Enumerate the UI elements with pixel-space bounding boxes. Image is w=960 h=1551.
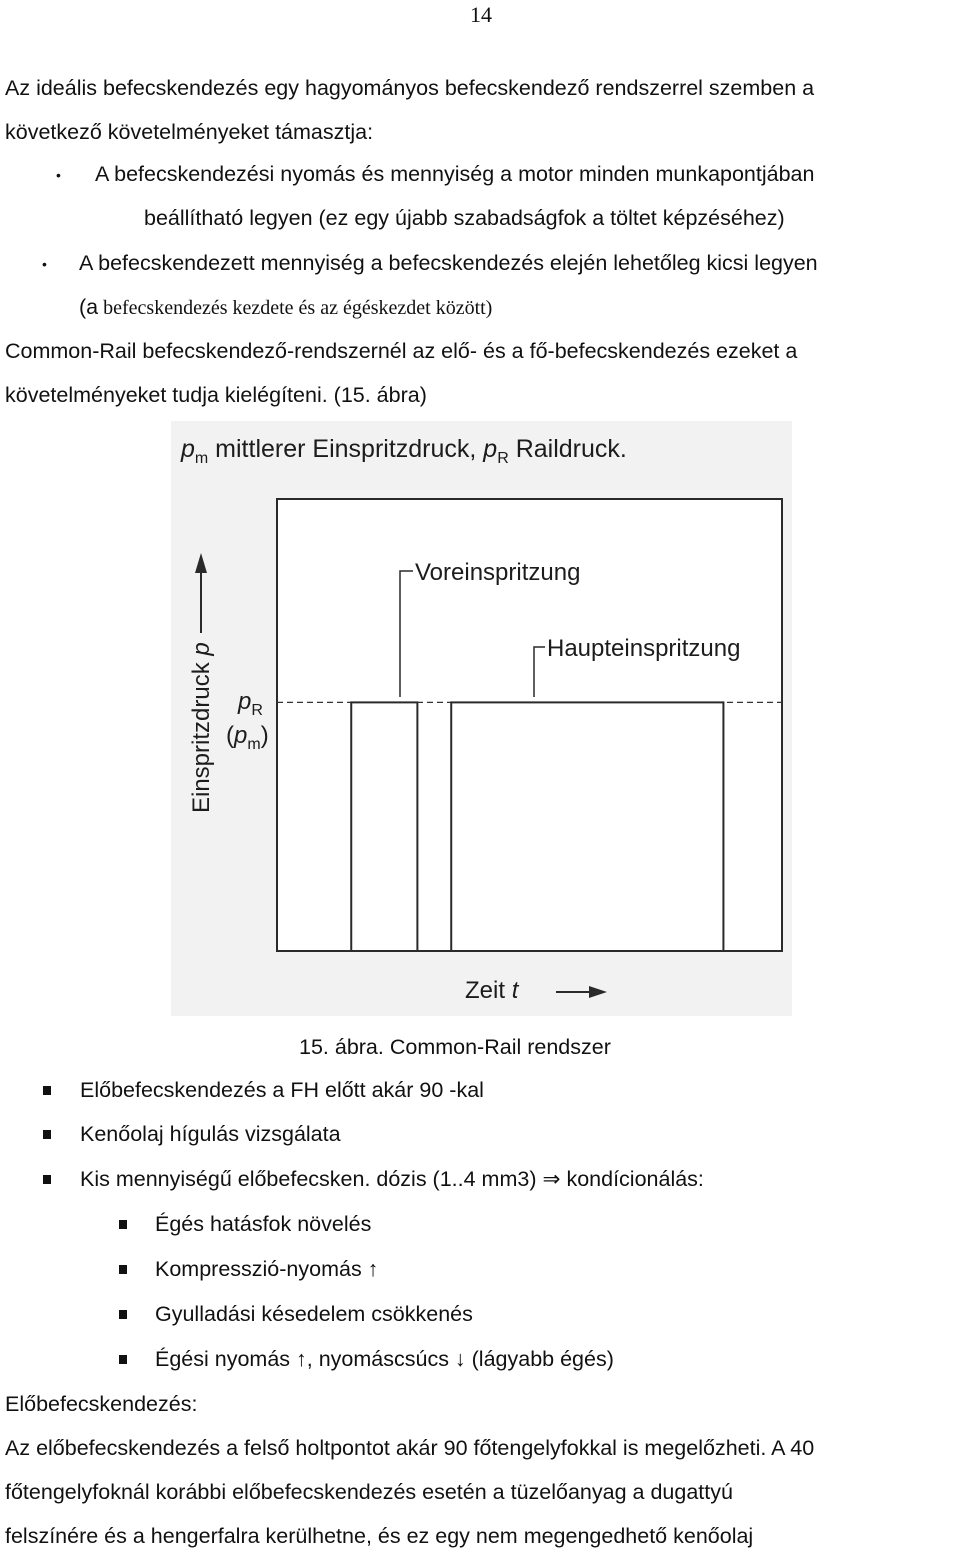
bullet-dot: • — [56, 167, 61, 183]
sub-bullet-item: Kompresszió-nyomás ↑ — [155, 1257, 379, 1281]
requirement-2-line-1: A befecskendezett mennyiség a befecskendezés elején lehetőleg kicsi legyen — [79, 251, 818, 275]
sub-bullet-item: Égés hatásfok növelés — [155, 1212, 372, 1236]
label-voreinspritzung: Voreinspritzung — [415, 559, 581, 586]
square-bullet — [119, 1220, 127, 1229]
x-axis-label: Zeit t — [465, 977, 519, 1004]
paragraph-line-1: Az előbefecskendezés a felső holtpontot akár 90 főtengelyfokkal is megelőzheti. A 40 — [5, 1436, 815, 1460]
page-number: 14 — [470, 2, 492, 27]
bullet-dot: • — [42, 256, 47, 272]
requirement-1-line-2: beállítható legyen (ez egy újabb szabadságfok a töltet képzéséhez) — [144, 206, 785, 230]
figure-caption: 15. ábra. Common-Rail rendszer — [299, 1035, 611, 1059]
requirement-1-line-1: A befecskendezési nyomás és mennyiség a motor minden munkapontjában — [95, 162, 815, 186]
bullet-item: Kis mennyiségű előbefecsken. dózis (1..4 mm3) ⇒ kondícionálás: — [80, 1167, 704, 1191]
bar-voreinspritzung — [351, 702, 417, 951]
square-bullet — [43, 1175, 51, 1184]
square-bullet — [119, 1310, 127, 1319]
intro-line-2: következő követelményeket támasztja: — [5, 120, 374, 144]
label-haupteinspritzung: Haupteinspritzung — [547, 635, 741, 662]
paragraph-line-2: főtengelyfoknál korábbi előbefecskendezés esetén a tüzelőanyag a dugattyú — [5, 1480, 733, 1504]
square-bullet — [119, 1355, 127, 1364]
y-axis-label: Einspritzdruck p — [188, 642, 215, 813]
figure-15 — [171, 421, 792, 1016]
bullet-item: Kenőolaj hígulás vizsgálata — [80, 1122, 341, 1146]
level-label-pr: $p_R$ — [238, 688, 263, 719]
sub-bullet-item: Gyulladási késedelem csökkenés — [155, 1302, 473, 1326]
bar-haupteinspritzung — [451, 702, 723, 951]
square-bullet — [43, 1086, 51, 1095]
figure-title: $p_m$ mittlerer Einspritzdruck, $p_R$ Raildruck. — [181, 435, 627, 467]
sub-bullet-item: Égési nyomás ↑, nyomáscsúcs ↓ (lágyabb égés) — [155, 1347, 614, 1371]
common-rail-line-1: Common-Rail befecskendező-rendszernél az elő- és a fő-befecskendezés ezeket a — [5, 339, 798, 363]
x-axis-arrow-head — [589, 986, 607, 998]
level-label-pm: $(p_m)$ — [226, 722, 269, 753]
square-bullet — [43, 1130, 51, 1139]
common-rail-line-2: követelményeket tudja kielégíteni. (15. ábra) — [5, 383, 427, 407]
intro-line-1: Az ideális befecskendezés egy hagyományos befecskendező rendszerrel szemben a — [5, 76, 815, 100]
bullet-item: Előbefecskendezés a FH előtt akár 90 -kal — [80, 1078, 484, 1102]
requirement-2-line-2: (a befecskendezés kezdete és az égéskezdet között) — [79, 295, 493, 319]
y-axis-arrow-head — [195, 553, 207, 573]
paragraph-line-3: felszínére és a hengerfalra kerülhetne, és ez egy nem megengedhető kenőolaj — [5, 1524, 754, 1548]
section-heading: Előbefecskendezés: — [5, 1392, 198, 1416]
square-bullet — [119, 1265, 127, 1274]
injection-chart — [171, 421, 792, 1016]
